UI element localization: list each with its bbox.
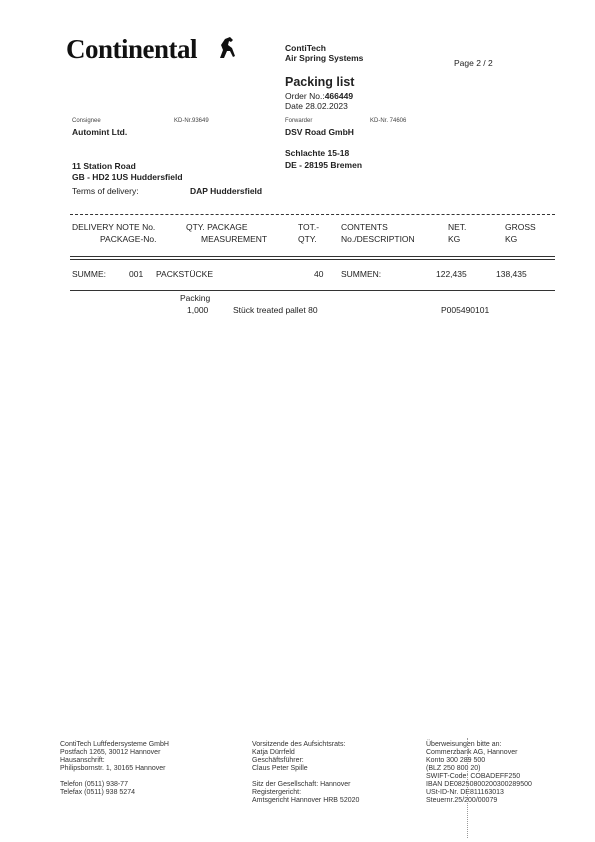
package-count: 001 xyxy=(129,269,144,279)
footer-line: ContiTech Luftfedersysteme GmbH xyxy=(60,741,169,748)
forwarder-street: Schlachte 15-18 xyxy=(285,148,350,158)
col-total: TOT.- xyxy=(298,222,320,232)
packing-quantity: 1,000 xyxy=(187,305,209,315)
col-contents: CONTENTS xyxy=(341,222,388,232)
order-label: Order No.: xyxy=(285,91,325,101)
order-number: 466449 xyxy=(324,91,354,101)
date-label: Date xyxy=(285,101,303,111)
total-quantity: 40 xyxy=(314,269,324,279)
footer-line: (BLZ 250 800 20) xyxy=(426,765,481,772)
header-rule-1 xyxy=(70,256,555,257)
delivery-terms-label: Terms of delivery: xyxy=(72,186,139,196)
consignee-label: Consignee xyxy=(72,118,101,124)
footer-line: SWIFT-Code: COBADEFF250 xyxy=(426,773,521,780)
footer-board-block xyxy=(252,741,359,805)
gross-weight-total: 138,435 xyxy=(496,269,527,279)
company-line-2: Air Spring Systems xyxy=(285,53,364,63)
footer-line: Steuernr.25/200/00079 xyxy=(426,797,498,804)
company-name xyxy=(285,43,363,63)
consignee-city: GB - HD2 1US Huddersfield xyxy=(72,172,183,182)
footer-line: IBAN DE08250800200300289500 xyxy=(426,781,532,788)
packing-description: Stück treated pallet 80 xyxy=(233,305,318,315)
col-qty-package: QTY. PACKAGE xyxy=(186,222,248,232)
document-date: 28.02.2023 xyxy=(305,101,348,111)
continental-logo: Continental xyxy=(66,34,198,64)
footer-line: Sitz der Gesellschaft: Hannover xyxy=(252,781,351,788)
net-weight-total: 122,435 xyxy=(436,269,467,279)
forwarder-city: DE - 28195 Bremen xyxy=(285,160,363,170)
footer-line: Claus Peter Spille xyxy=(252,765,308,772)
forwarder-label: Forwarder xyxy=(285,118,313,124)
col-net-unit: KG xyxy=(448,234,461,244)
summen-label: SUMMEN: xyxy=(341,269,382,279)
footer-line: USt-ID-Nr. DE811163013 xyxy=(426,789,504,796)
page-number: Page 2 / 2 xyxy=(454,58,493,68)
delivery-terms-value: DAP Huddersfield xyxy=(190,186,263,196)
footer-line: Commerzbank AG, Hannover xyxy=(426,749,518,756)
col-net: NET. xyxy=(448,222,467,232)
order-info xyxy=(285,91,353,111)
consignee-street: 11 Station Road xyxy=(72,161,136,171)
footer-company-block xyxy=(60,741,169,797)
consignee-name: Automint Ltd. xyxy=(72,127,128,137)
footer-bank-block xyxy=(426,741,532,805)
footer-line: Katja Dürrfeld xyxy=(252,749,295,756)
footer-line: Überweisungen bitte an: xyxy=(426,741,502,748)
footer-line: Vorsitzende des Aufsichtsrats: xyxy=(252,741,346,748)
footer-line: Postfach 1265, 30012 Hannover xyxy=(60,749,161,756)
footer-line: Konto 300 289 500 xyxy=(426,757,486,764)
footer-line: Hausanschrift: xyxy=(60,757,105,764)
col-package-no: PACKAGE-No. xyxy=(100,234,157,244)
col-measurement: MEASUREMENT xyxy=(201,234,268,244)
col-gross-unit: KG xyxy=(505,234,518,244)
packing-label: Packing xyxy=(180,293,211,303)
forwarder-kd-number: KD-Nr. 74606 xyxy=(370,118,407,124)
company-line-1: ContiTech xyxy=(285,43,326,53)
forwarder-name: DSV Road GmbH xyxy=(285,127,354,137)
header-rule-2 xyxy=(70,259,555,260)
table-top-rule xyxy=(70,214,555,215)
footer-line: Amtsgericht Hannover HRB 52020 xyxy=(252,797,360,804)
footer-fold-mark xyxy=(467,738,468,838)
footer-line: Registergericht: xyxy=(252,789,302,796)
document-title: Packing list xyxy=(285,75,355,89)
footer-line: Telefon (0511) 938-77 xyxy=(60,781,128,788)
footer-line: Telefax (0511) 938 5274 xyxy=(60,789,135,796)
col-description: No./DESCRIPTION xyxy=(341,234,415,244)
consignee-kd-number: KD-Nr.93649 xyxy=(174,118,209,124)
summary-rule xyxy=(70,290,555,291)
summe-label: SUMME: xyxy=(72,269,106,279)
footer-line: Philipsbornstr. 1, 30165 Hannover xyxy=(60,765,166,772)
packstuecke-label: PACKSTÜCKE xyxy=(156,269,213,279)
col-qty: QTY. xyxy=(298,234,317,244)
col-gross: GROSS xyxy=(505,222,536,232)
horse-logo-icon xyxy=(216,36,238,60)
footer-line: Geschäftsführer: xyxy=(252,757,304,764)
col-delivery-note: DELIVERY NOTE No. xyxy=(72,222,156,232)
packing-article-number: P005490101 xyxy=(441,305,490,315)
